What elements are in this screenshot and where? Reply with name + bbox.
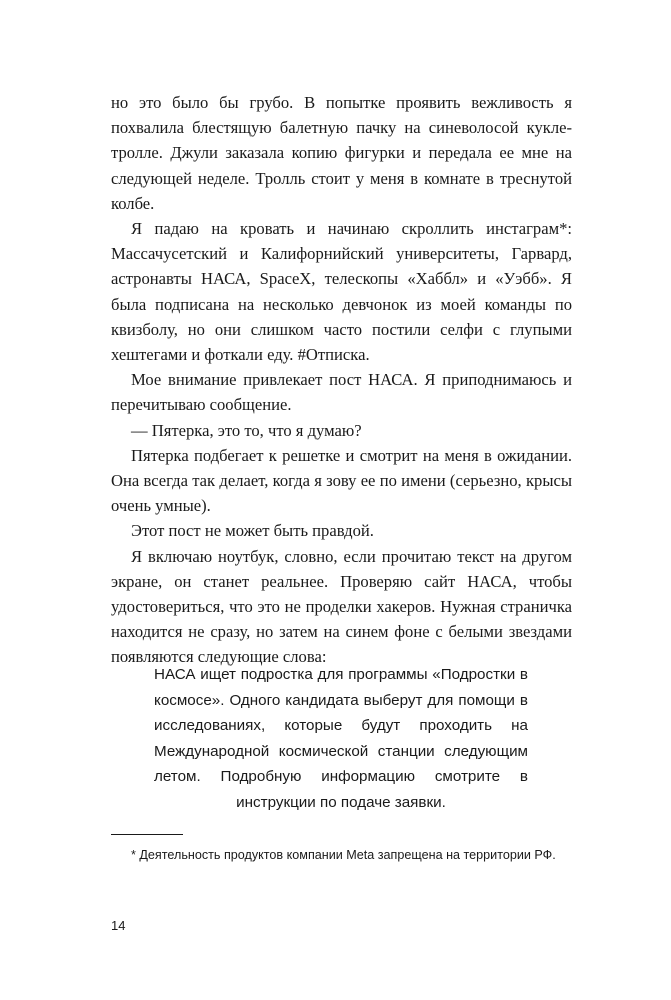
paragraph: Я включаю ноутбук, словно, если прочитаю текст на другом экране, он станет реальнее. Проверяю сайт НАСА, чтобы удостовериться, что это не проделки хакеров. Нужная страничка находится не сразу, но затем на синем фоне с белыми звездами появляются следующие слова: [111, 546, 572, 667]
paragraph: Этот пост не может быть правдой. [131, 521, 374, 541]
body-text [111, 90, 572, 670]
page-number: 14 [111, 918, 126, 933]
paragraph: Пятерка подбегает к решетке и смотрит на меня в ожидании. Она всегда так делает, когда я зову ее по имени (серьезно, крысы очень умные). [111, 445, 572, 516]
paragraph: но это было бы грубо. В попытке проявить вежливость я похвалила блестящую балетную пачку на синеволосой кукле-тролле. Джули заказала копию фигурки и передала ее мне на следующей неделе. Тролль стоит у меня в комнате в треснутой колбе. [111, 93, 572, 213]
paragraph: Я падаю на кровать и начинаю скроллить инстаграм*: Массачусетский и Калифорнийский университеты, Гарвард, астронавты НАСА, SpaceX, телескопы «Хаббл» и «Уэбб». Я была подписана на несколько девчонок из моей команды по квизболу, но они слишком часто постили селфи с глупыми хештегами и фоткали еду. #Отписка. [111, 219, 572, 365]
footnote-divider [111, 834, 183, 835]
footnote: * Деятельность продуктов компании Meta запрещена на территории РФ. [131, 848, 556, 862]
dialogue-line: — Пятерка, это то, что я думаю? [131, 420, 362, 440]
nasa-announcement-quote: НАСА ищет подростка для программы «Подростки в космосе». Одного кандидата выберут для помощи в исследованиях, которые будут проходить на Международной космической станции следующим летом. Подробную информацию смотрите в инструкции по подаче заявки. [154, 666, 528, 811]
paragraph: Мое внимание привлекает пост НАСА. Я приподнимаюсь и перечитываю сообщение. [111, 370, 572, 415]
